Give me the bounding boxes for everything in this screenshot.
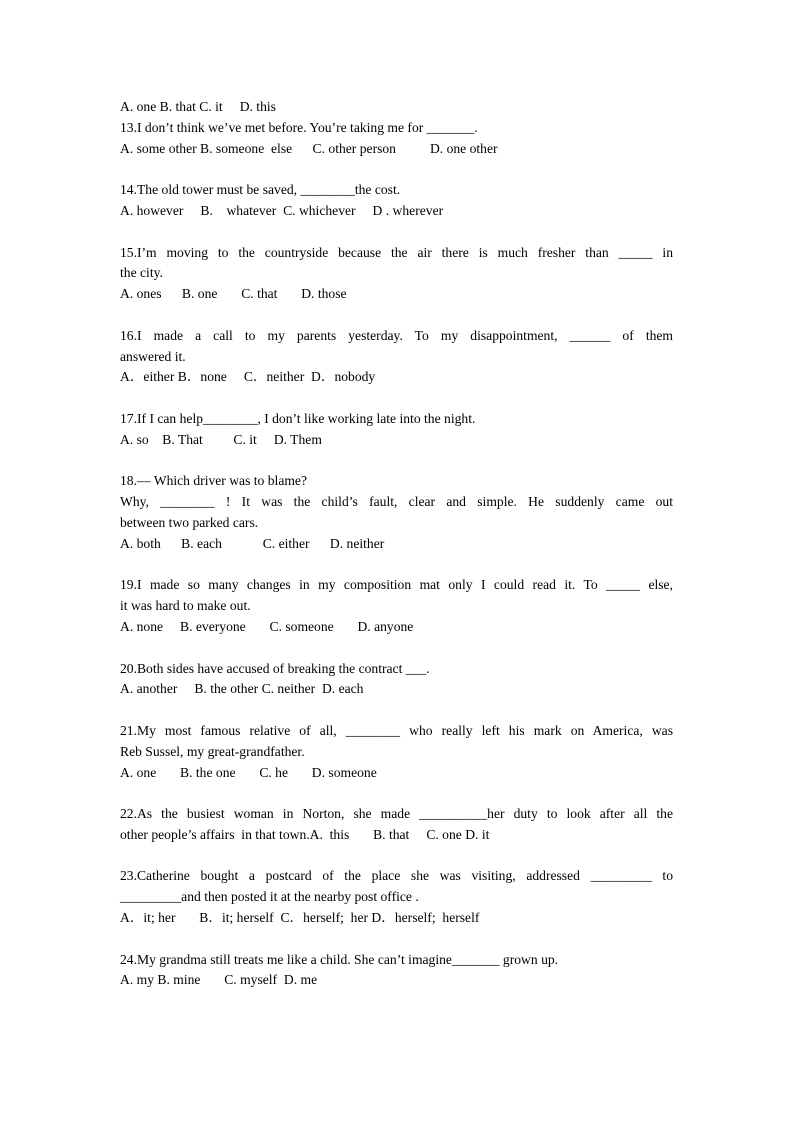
options-line: A．it; her B．it; herself C．herself; her D．herself; herself <box>120 910 480 926</box>
question-15-cont: the city. <box>120 265 163 281</box>
options-line: A. both B. each C. either D. neither <box>120 535 385 551</box>
options-line: A. none B. everyone C. someone D. anyone <box>120 618 414 634</box>
options-line: A. one B. the one C. he D. someone <box>120 764 377 780</box>
question-18: 18.— Which driver was to blame? <box>120 473 307 489</box>
options-line: A. however B. whatever C. whichever D . wherever <box>120 202 444 218</box>
question-22-cont: other people’s affairs in that town.A. this B. that C. one D. it <box>120 826 490 842</box>
question-17: 17.If I can help________, I don’t like working late into the night. <box>120 410 476 426</box>
question-18-cont: Why, ________ ! It was the child’s fault, clear and simple. He suddenly came out <box>120 494 673 510</box>
question-19: 19.I made so many changes in my composition mat only I could read it. To _____ else, <box>120 577 673 593</box>
question-15: 15.I’m moving to the countryside because the air there is much fresher than _____ in <box>120 244 673 260</box>
options-line: A．either B．none C．neither D．nobody <box>120 369 376 385</box>
question-18-cont2: between two parked cars. <box>120 514 259 530</box>
spacer <box>120 159 673 180</box>
question-22: 22.As the busiest woman in Norton, she made __________her duty to look after all the <box>120 806 673 822</box>
spacer <box>120 222 673 243</box>
question-24: 24.My grandma still treats me like a child. She can’t imagine_______ grown up. <box>120 951 559 967</box>
question-21: 21.My most famous relative of all, ________ who really left his mark on America, was <box>120 722 673 738</box>
spacer <box>120 700 673 721</box>
options-line: A. another B. the other C. neither D. each <box>120 681 364 697</box>
question-23-cont: _________and then posted it at the nearby post office . <box>120 889 419 905</box>
question-19-cont: it was hard to make out. <box>120 598 251 614</box>
spacer <box>120 555 673 576</box>
spacer <box>120 929 673 950</box>
options-line: A. one B. that C. it D. this <box>120 99 276 114</box>
question-23: 23.Catherine bought a postcard of the place she was visiting, addressed _________ to <box>120 868 673 884</box>
spacer <box>120 783 673 804</box>
options-line: A. ones B. one C. that D. those <box>120 286 347 302</box>
question-21-cont: Reb Sussel, my great-grandfather. <box>120 743 305 759</box>
options-line: A. so B. That C. it D. Them <box>120 431 322 447</box>
options-line: A. some other B. someone else C. other person D. one other <box>120 140 498 156</box>
worksheet-page <box>120 97 673 991</box>
question-16-cont: answered it. <box>120 348 186 364</box>
spacer <box>120 305 673 326</box>
spacer <box>120 388 673 409</box>
question-20: 20.Both sides have accused of breaking the contract ___. <box>120 660 430 676</box>
question-16: 16.I made a call to my parents yesterday. To my disappointment, ______ of them <box>120 327 673 343</box>
question-13: 13.I don’t think we’ve met before. You’re taking me for _______. <box>120 119 478 135</box>
spacer <box>120 451 673 472</box>
spacer <box>120 638 673 659</box>
spacer <box>120 846 673 867</box>
question-14: 14.The old tower must be saved, ________the cost. <box>120 182 401 198</box>
options-line: A. my B. mine C. myself D. me <box>120 972 318 988</box>
